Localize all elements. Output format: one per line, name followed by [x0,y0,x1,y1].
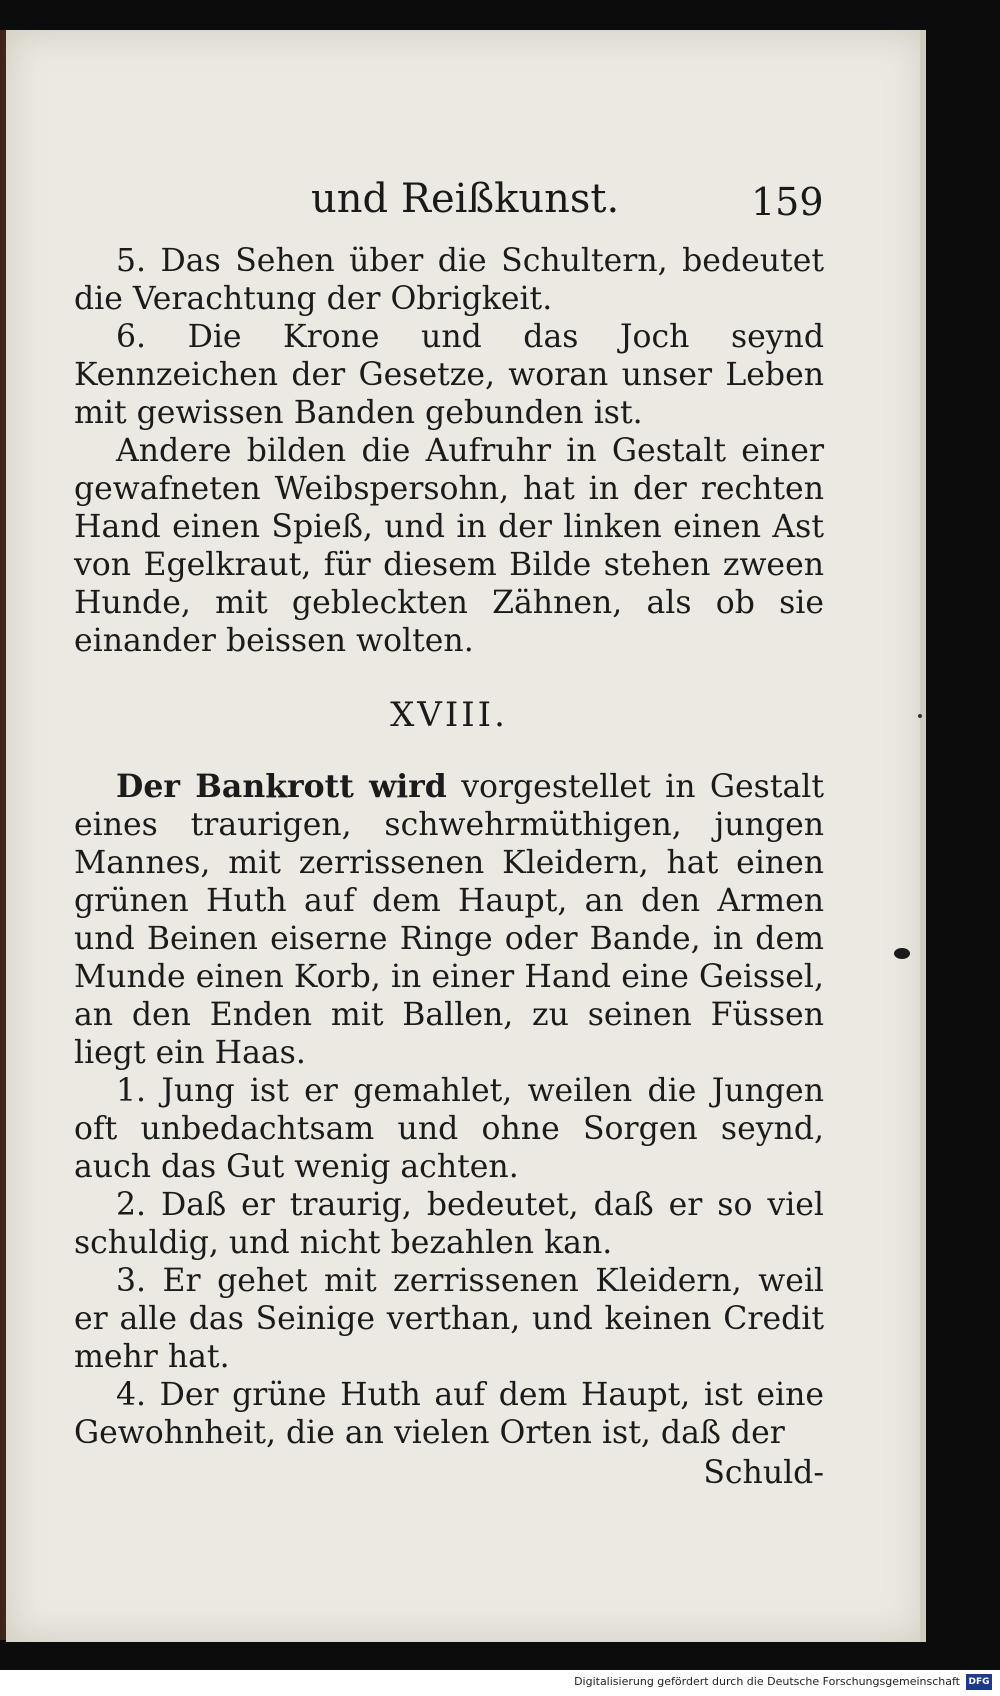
body-text [74,242,824,1492]
section-heading: XVIII. [390,695,508,735]
paragraph: 6. Die Krone und das Joch seynd Kennzeichen der Gesetze, woran unser Leben mit gewissen Banden gebunden ist. [74,319,824,431]
page-edge [920,30,926,1642]
catchword: Schuld- [703,1455,824,1491]
paragraph: 5. Das Sehen über die Schultern, bedeutet die Verachtung der Obrigkeit. [74,243,824,317]
section-intro-bold: Der Bankrott wird [116,768,447,805]
page-header [6,176,926,226]
footer-credit: Digitalisierung gefördert durch die Deutsche Forschungsgemeinschaft [574,1675,960,1688]
book-page [6,30,926,1642]
margin-speck [918,714,922,718]
numbered-point: 2. Daß er traurig, bedeutet, daß er so viel schuldig, und nicht bezahlen kan. [74,1187,824,1261]
footer-bar [0,1670,1000,1696]
numbered-point: 1. Jung ist er gemahlet, weilen die Jungen oft unbedachtsam und ohne Sorgen seynd, auch das Gut wenig achten. [74,1073,824,1185]
section-intro-rest: vorgestellet in Gestalt eines traurigen, schwehrmüthigen, jungen Mannes, mit zerrissenen Kleidern, hat einen grünen Huth auf dem Haupt, an den Armen und Beinen eiserne Ringe oder Bande, in dem Munde einen Korb, in einer Hand eine Geissel, an den Enden mit Ballen, zu seinen Füssen liegt ein Haas. [74,769,824,1071]
running-title: und Reißkunst. [311,176,620,222]
paragraph: Andere bilden die Aufruhr in Gestalt einer gewafneten Weibspersohn, hat in der rechten Hand einen Spieß, und in der linken einen Ast von Egelkraut, für diesem Bilde stehen zween Hunde, mit gebleckten Zähnen, als ob sie einander beissen wolten. [74,433,824,659]
numbered-point: 3. Er gehet mit zerrissenen Kleidern, weil er alle das Seinige verthan, und keinen Credit mehr hat. [74,1263,824,1375]
page-number: 159 [751,180,824,224]
section-intro [74,768,824,1072]
dfg-logo: DFG [966,1674,992,1690]
numbered-point: 4. Der grüne Huth auf dem Haupt, ist eine Gewohnheit, die an vielen Orten ist, daß der [74,1377,824,1451]
margin-ink-spot [894,948,910,959]
